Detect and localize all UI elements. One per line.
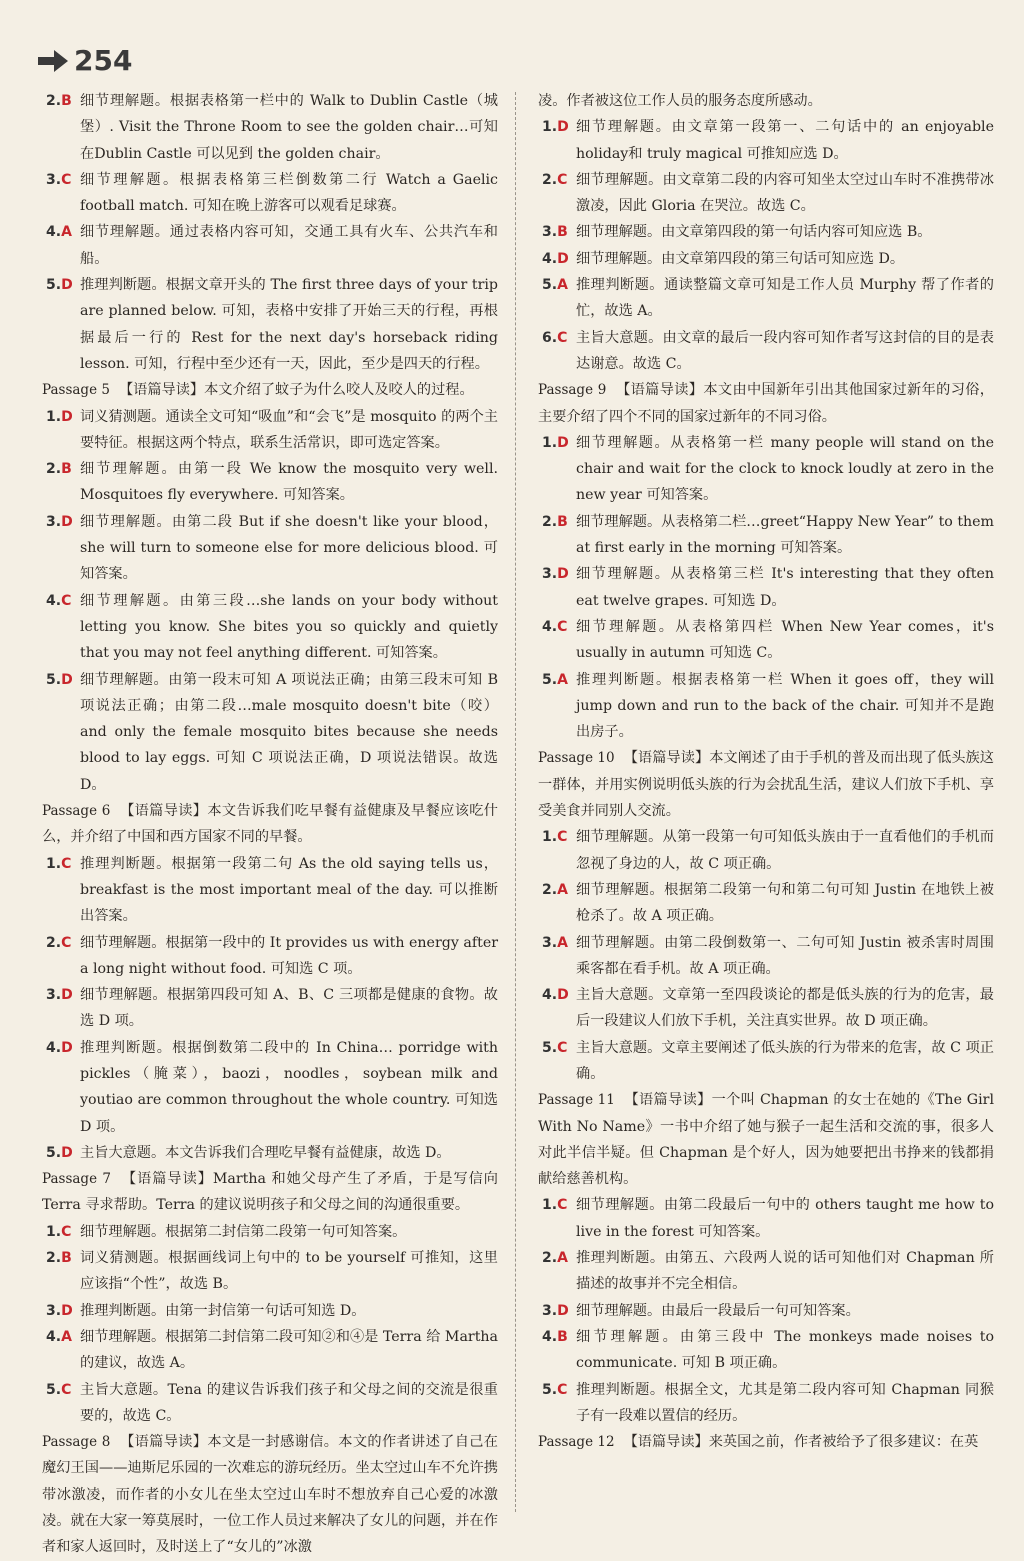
answer-letter: C — [557, 618, 568, 635]
question-number — [46, 509, 73, 535]
question-number-text: 2. — [542, 881, 558, 898]
answer-item — [538, 430, 994, 509]
question-number-text: 5. — [46, 1381, 62, 1398]
question-number — [542, 614, 567, 640]
explanation-text: 主旨大意题。文章第一至四段谈论的都是低头族的行为的危害，最后一段建议人们放下手机，关注真实世界。故 D 项正确。 — [576, 987, 994, 1030]
question-number — [542, 272, 568, 298]
question-number-text: 1. — [46, 1223, 62, 1240]
answer-letter: D — [61, 1144, 73, 1161]
answer-item — [538, 824, 994, 877]
question-number-text: 6. — [542, 329, 558, 346]
question-number-text: 3. — [46, 987, 62, 1004]
question-number — [542, 561, 569, 587]
answer-item — [538, 930, 994, 983]
question-number-text: 2. — [542, 513, 558, 530]
question-number-text: 5. — [542, 1039, 558, 1056]
question-number — [542, 824, 567, 850]
question-number — [46, 272, 73, 298]
passage-summary: 【语篇导读】Martha 和她父母产生了矛盾，于是写信向 Terra 寻求帮助。Terra 的建议说明孩子和父母之间的沟通很重要。 — [42, 1171, 498, 1214]
column-divider — [515, 92, 516, 1512]
passage-label: Passage 7 — [42, 1171, 111, 1188]
question-number-text: 5. — [542, 1381, 558, 1398]
answer-letter: D — [61, 1302, 73, 1319]
explanation-text: 细节理解题。由第一段 We know the mosquito very well. Mosquitoes fly everywhere. 可知答案。 — [80, 461, 498, 504]
answer-letter: A — [557, 1250, 568, 1267]
passage-heading — [538, 377, 994, 430]
question-number — [542, 167, 567, 193]
question-number — [46, 404, 73, 430]
answer-item — [42, 456, 498, 509]
explanation-text: 细节理解题。从表格第二栏…greet“Happy New Year” to them at first early in the morning 可知答案。 — [576, 513, 995, 557]
answer-item — [538, 272, 994, 325]
answer-item — [42, 1140, 498, 1166]
explanation-text: 主旨大意题。由文章的最后一段内容可知作者写这封信的目的是表达谢意。故选 C。 — [576, 329, 994, 372]
answer-letter: C — [557, 829, 568, 846]
answer-item — [42, 667, 498, 798]
explanation-text: 推理判断题。由第五、六段两人说的话可知他们对 Chapman 所描述的故事并不完全相信。 — [576, 1250, 994, 1293]
answer-letter: C — [61, 592, 72, 609]
answer-letter: B — [61, 1250, 72, 1267]
answer-item — [538, 219, 994, 245]
answer-letter: D — [557, 434, 569, 451]
answer-item — [42, 1219, 498, 1245]
question-number-text: 4. — [542, 987, 558, 1004]
explanation-text: 细节理解题。通过表格内容可知，交通工具有火车、公共汽车和船。 — [80, 224, 498, 267]
question-number-text: 5. — [542, 671, 558, 688]
explanation-text: 主旨大意题。Tena 的建议告诉我们孩子和父母之间的交流是很重要的，故选 C。 — [80, 1381, 498, 1424]
answer-item — [42, 1324, 498, 1377]
question-number-text: 1. — [542, 829, 558, 846]
answer-letter: C — [557, 1381, 568, 1398]
answer-letter: B — [557, 513, 568, 530]
answer-letter: C — [61, 855, 72, 872]
question-number — [46, 930, 71, 956]
question-number-text: 2. — [542, 171, 558, 188]
question-number — [542, 1035, 567, 1061]
question-number — [542, 982, 569, 1008]
question-number-text: 1. — [542, 434, 558, 451]
question-number-text: 1. — [542, 1197, 558, 1214]
passage-summary: 【语篇导读】本文告诉我们吃早餐有益健康及早餐应该吃什么，并介绍了中国和西方国家不同的早餐。 — [42, 803, 498, 846]
answer-item — [538, 1035, 994, 1088]
answer-item — [538, 1324, 994, 1377]
answer-item — [538, 614, 994, 667]
answer-item — [42, 1245, 498, 1298]
page-number-text: 254 — [74, 44, 133, 77]
question-number-text: 3. — [542, 224, 558, 241]
passage-heading — [538, 745, 994, 824]
answer-item — [538, 325, 994, 378]
question-number — [46, 982, 73, 1008]
answer-letter: D — [557, 1302, 569, 1319]
question-number — [542, 667, 568, 693]
answer-letter: C — [61, 934, 72, 951]
explanation-text: 词义猜测题。根据画线词上句中的 to be yourself 可推知，这里应该指“个性”，故选 B。 — [80, 1250, 498, 1293]
explanation-text: 细节理解题。根据第一段中的 It provides us with energy after a long night without food. 可知选 C 项。 — [80, 934, 498, 977]
question-number — [46, 851, 71, 877]
answer-item — [538, 982, 994, 1035]
question-number-text: 5. — [46, 671, 62, 688]
explanation-text: 细节理解题。从表格第四栏 When New Year comes，it's usually in autumn 可知选 C。 — [576, 618, 994, 662]
question-number-text: 2. — [46, 461, 62, 478]
question-number — [46, 1245, 72, 1271]
explanation-text: 推理判断题。通读整篇文章可知是工作人员 Murphy 帮了作者的忙，故选 A。 — [576, 277, 994, 320]
passage-summary: 【语篇导读】本文是一封感谢信。本文的作者讲述了自己在魔幻王国——迪斯尼乐园的一次难忘的游玩经历。坐太空过山车不允许携带冰激凌，而作者的小女儿在坐太空过山车时不想放弃自己心爱的冰激凌。就在大家一筹莫展时，一位工作人员过来解决了女儿的问题，并在作者和家人返回时，及时送上了“女儿的”冰激 — [42, 1434, 498, 1556]
explanation-text: 推理判断题。根据第一段第二句 As the old saying tells us，breakfast is the most important meal of the day. 可以推断出答案。 — [80, 855, 498, 925]
passage-label: Passage 12 — [538, 1434, 615, 1451]
answer-item — [538, 1377, 994, 1430]
answer-item — [42, 588, 498, 667]
question-number — [542, 1324, 568, 1350]
answer-letter: C — [557, 171, 568, 188]
answer-item — [42, 272, 498, 377]
question-number — [542, 219, 568, 245]
question-number — [46, 588, 71, 614]
answer-letter: D — [557, 250, 569, 267]
question-number — [46, 1140, 73, 1166]
passage-label: Passage 8 — [42, 1434, 111, 1451]
answer-letter: D — [61, 671, 73, 688]
question-number-text: 5. — [542, 277, 558, 294]
answer-letter: D — [61, 408, 73, 425]
passage-label: Passage 11 — [538, 1092, 615, 1109]
explanation-text: 主旨大意题。文章主要阐述了低头族的行为带来的危害，故 C 项正确。 — [576, 1039, 994, 1082]
answer-letter: D — [557, 987, 569, 1004]
answer-item — [42, 88, 498, 167]
question-number — [46, 88, 72, 114]
explanation-text: 细节理解题。由第二段最后一句中的 others taught me how to live in the forest 可知答案。 — [576, 1197, 994, 1240]
explanation-text: 细节理解题。根据第二封信第二段第一句可知答案。 — [80, 1223, 407, 1240]
explanation-text: 细节理解题。从表格第一栏 many people will stand on the chair and wait for the clock to knock loudly at zero in the new year 可知答案。 — [576, 434, 994, 504]
passage-label: Passage 9 — [538, 382, 607, 399]
answer-item — [42, 167, 498, 220]
explanation-text: 推理判断题。根据文章开头的 The first three days of your trip are planned below. 可知，表格中安排了开始三天的行程，再根据最后一行的 Rest for the next day's horseback riding lesson. 可知，行程中至少还有一天，因此，至少是四天的行程。 — [80, 277, 498, 372]
passage-summary: 【语篇导读】本文介绍了蚊子为什么咬人及咬人的过程。 — [118, 382, 474, 399]
answer-letter: A — [557, 881, 568, 898]
question-number — [542, 1192, 567, 1218]
passage-summary: 【语篇导读】一个叫 Chapman 的女士在她的《The Girl With No Name》一书中介绍了她与猴子一起生活和交流的事，很多人对此半信半疑。但 Chapman 是个好人，因为她要把出书挣来的钱都捐献给慈善机构。 — [538, 1092, 994, 1188]
explanation-text: 细节理解题。由第二段倒数第一、二句可知 Justin 被杀害时周围乘客都在看手机。故 A 项正确。 — [576, 934, 994, 977]
page-number — [36, 44, 132, 77]
explanation-text: 细节理解题。由第三段…she lands on your body without letting you know. She bites you so quickly and quietly that you may not feel anything different. 可知答案。 — [80, 592, 498, 662]
passage-heading — [42, 1166, 498, 1219]
question-number — [46, 167, 71, 193]
question-number — [46, 667, 73, 693]
question-number — [542, 1245, 568, 1271]
question-number-text: 4. — [46, 1328, 62, 1345]
answer-letter: D — [61, 513, 73, 530]
right-column — [538, 88, 994, 1455]
question-number-text: 3. — [542, 934, 558, 951]
answer-item — [538, 1245, 994, 1298]
passage-summary: 【语篇导读】本文阐述了由于手机的普及而出现了低头族这一群体，并用实例说明低头族的行为会扰乱生活，建议人们放下手机、享受美食并同别人交流。 — [538, 750, 994, 820]
question-number-text: 1. — [46, 408, 62, 425]
question-number — [542, 1377, 567, 1403]
passage-heading — [538, 1087, 994, 1192]
explanation-text: 推理判断题。由第一封信第一句话可知选 D。 — [80, 1302, 366, 1319]
question-number-text: 2. — [542, 1250, 558, 1267]
answer-letter: A — [61, 224, 72, 241]
answer-letter: A — [61, 1328, 72, 1345]
answer-item — [42, 851, 498, 930]
question-number — [46, 1298, 73, 1324]
passage-label: Passage 6 — [42, 803, 111, 820]
answer-letter: D — [61, 1039, 73, 1056]
explanation-text: 细节理解题。根据表格第一栏中的 Walk to Dublin Castle（城堡）. Visit the Throne Room to see the golden chair…可知在Dublin Castle 可以见到 the golden chair。 — [80, 93, 498, 162]
question-number-text: 4. — [46, 592, 62, 609]
question-number-text: 4. — [46, 1039, 62, 1056]
question-number — [542, 114, 569, 140]
answer-item — [538, 246, 994, 272]
explanation-text: 细节理解题。由第二段 But if she doesn't like your blood，she will turn to someone else for more delicious blood. 可知答案。 — [80, 513, 498, 583]
explanation-text: 细节理解题。从第一段第一句可知低头族由于一直看他们的手机而忽视了身边的人，故 C 项正确。 — [576, 829, 994, 872]
answer-letter: D — [61, 987, 73, 1004]
answer-letter: D — [557, 119, 569, 136]
question-number — [542, 877, 568, 903]
answer-letter: B — [61, 93, 72, 109]
question-number-text: 2. — [46, 1250, 62, 1267]
explanation-text: 词义猜测题。通读全文可知“吸血”和“会飞”是 mosquito 的两个主要特征。根据这两个特点，联系生活常识，即可选定答案。 — [80, 408, 498, 451]
question-number-text: 5. — [46, 1144, 62, 1161]
explanation-text: 细节理解题。由文章第二段的内容可知坐太空过山车时不准携带冰激凌，因此 Gloria 在哭泣。故选 C。 — [576, 171, 994, 215]
passage-summary: 【语篇导读】来英国之前，作者被给予了很多建议：在英 — [623, 1434, 979, 1451]
question-number-text: 3. — [46, 171, 62, 188]
answer-item — [538, 509, 994, 562]
answer-letter: C — [557, 329, 568, 346]
passage-label: Passage 10 — [538, 750, 615, 767]
question-number — [542, 930, 568, 956]
question-number-text: 4. — [542, 1328, 558, 1345]
answer-letter: B — [61, 461, 72, 478]
question-number — [542, 1298, 569, 1324]
answer-item — [538, 1192, 994, 1245]
continued-text: 凌。作者被这位工作人员的服务态度所感动。 — [538, 93, 822, 109]
question-number-text: 5. — [46, 277, 62, 294]
answer-item — [538, 561, 994, 614]
passage-summary: 【语篇导读】本文由中国新年引出其他国家过新年的习俗，主要介绍了四个不同的国家过新年的不同习俗。 — [538, 382, 994, 425]
question-number-text: 2. — [46, 93, 62, 109]
question-number — [542, 246, 569, 272]
question-number-text: 3. — [542, 566, 558, 583]
explanation-text: 推理判断题。根据全文，尤其是第二段内容可知 Chapman 同猴子有一段难以置信的经历。 — [576, 1381, 994, 1424]
explanation-text: 细节理解题。根据第四段可知 A、B、C 三项都是健康的食物。故选 D 项。 — [80, 987, 498, 1030]
answer-letter: C — [61, 171, 72, 188]
passage-heading — [42, 1429, 498, 1560]
answer-item — [42, 509, 498, 588]
question-number-text: 2. — [46, 934, 62, 951]
explanation-text: 细节理解题。根据第二封信第二段可知②和④是 Terra 给 Martha 的建议，故选 A。 — [80, 1328, 498, 1372]
answer-item — [42, 219, 498, 272]
question-number-text: 3. — [542, 1302, 558, 1319]
explanation-text: 细节理解题。根据第二段第一句和第二句可知 Justin 在地铁上被枪杀了。故 A 项正确。 — [576, 881, 994, 925]
explanation-text: 细节理解题。由文章第四段的第三句话可知应选 D。 — [576, 250, 905, 267]
question-number-text: 4. — [46, 224, 62, 241]
answer-letter: C — [61, 1223, 72, 1240]
answer-letter: D — [61, 277, 73, 294]
explanation-text: 细节理解题。由文章第一段第一、二句话中的 an enjoyable holiday和 truly magical 可推知应选 D。 — [576, 119, 994, 162]
answer-letter: A — [557, 671, 568, 688]
question-number — [46, 219, 72, 245]
question-number-text: 4. — [542, 250, 558, 267]
answer-item — [42, 982, 498, 1035]
explanation-text: 细节理解题。从表格第三栏 It's interesting that they often eat twelve grapes. 可知选 D。 — [576, 566, 994, 609]
answer-letter: B — [557, 1328, 568, 1345]
explanation-text: 推理判断题。根据倒数第二段中的 In China… porridge with pickles（腌菜），baozi，noodles，soybean milk and youtiao are common throughout the whole country. 可知选 D 项。 — [80, 1039, 498, 1135]
explanation-text: 细节理解题。根据表格第三栏倒数第二行 Watch a Gaelic football match. 可知在晚上游客可以观看足球赛。 — [80, 171, 498, 215]
answer-letter: C — [557, 1197, 568, 1214]
answer-item — [42, 404, 498, 457]
passage-label: Passage 5 — [42, 382, 110, 399]
explanation-text: 主旨大意题。本文告诉我们合理吃早餐有益健康，故选 D。 — [80, 1144, 451, 1161]
explanation-text: 细节理解题。由文章第四段的第一句话内容可知应选 B。 — [576, 224, 932, 241]
question-number — [46, 1035, 73, 1061]
passage-heading — [42, 377, 498, 403]
answer-item — [538, 667, 994, 746]
answer-item — [42, 1298, 498, 1324]
explanation-text: 细节理解题。由第三段中 The monkeys made noises to communicate. 可知 B 项正确。 — [576, 1328, 994, 1372]
answer-letter: A — [557, 277, 568, 294]
question-number-text: 4. — [542, 618, 558, 635]
answer-letter: C — [557, 1039, 568, 1056]
answer-letter: D — [557, 566, 569, 583]
arrow-right-icon — [36, 48, 70, 74]
explanation-text: 细节理解题。由最后一段最后一句可知答案。 — [576, 1302, 860, 1319]
question-number-text: 1. — [542, 119, 558, 136]
answer-letter: B — [557, 224, 568, 241]
question-number — [46, 1324, 72, 1350]
question-number — [46, 1219, 71, 1245]
answer-item — [538, 167, 994, 220]
left-column — [42, 88, 498, 1561]
answer-letter: C — [61, 1381, 72, 1398]
question-number — [542, 430, 569, 456]
explanation-text: 细节理解题。由第一段末可知 A 项说法正确；由第三段末可知 B 项说法正确；由第二段…male mosquito doesn't bite（咬）and only the female mosquito bites because she needs blood to lay eggs. 可知 C 项说法正确，D 项说法错误。故选 D。 — [80, 671, 498, 793]
answer-item — [538, 1298, 994, 1324]
answer-item — [42, 1377, 498, 1430]
question-number — [542, 325, 567, 351]
answer-item — [538, 877, 994, 930]
answer-item — [538, 114, 994, 167]
question-number-text: 3. — [46, 513, 62, 530]
answer-letter: A — [557, 934, 568, 951]
question-number — [46, 456, 72, 482]
question-number-text: 1. — [46, 855, 62, 872]
answer-item — [42, 930, 498, 983]
passage-heading — [42, 798, 498, 851]
question-number — [46, 1377, 71, 1403]
answer-item — [42, 1035, 498, 1140]
passage-heading — [538, 1429, 994, 1455]
question-number-text: 3. — [46, 1302, 62, 1319]
explanation-text: 推理判断题。根据表格第一栏 When it goes off，they will jump down and run to the back of the chair. 可知并不是跑出房子。 — [576, 671, 994, 741]
question-number — [542, 509, 568, 535]
